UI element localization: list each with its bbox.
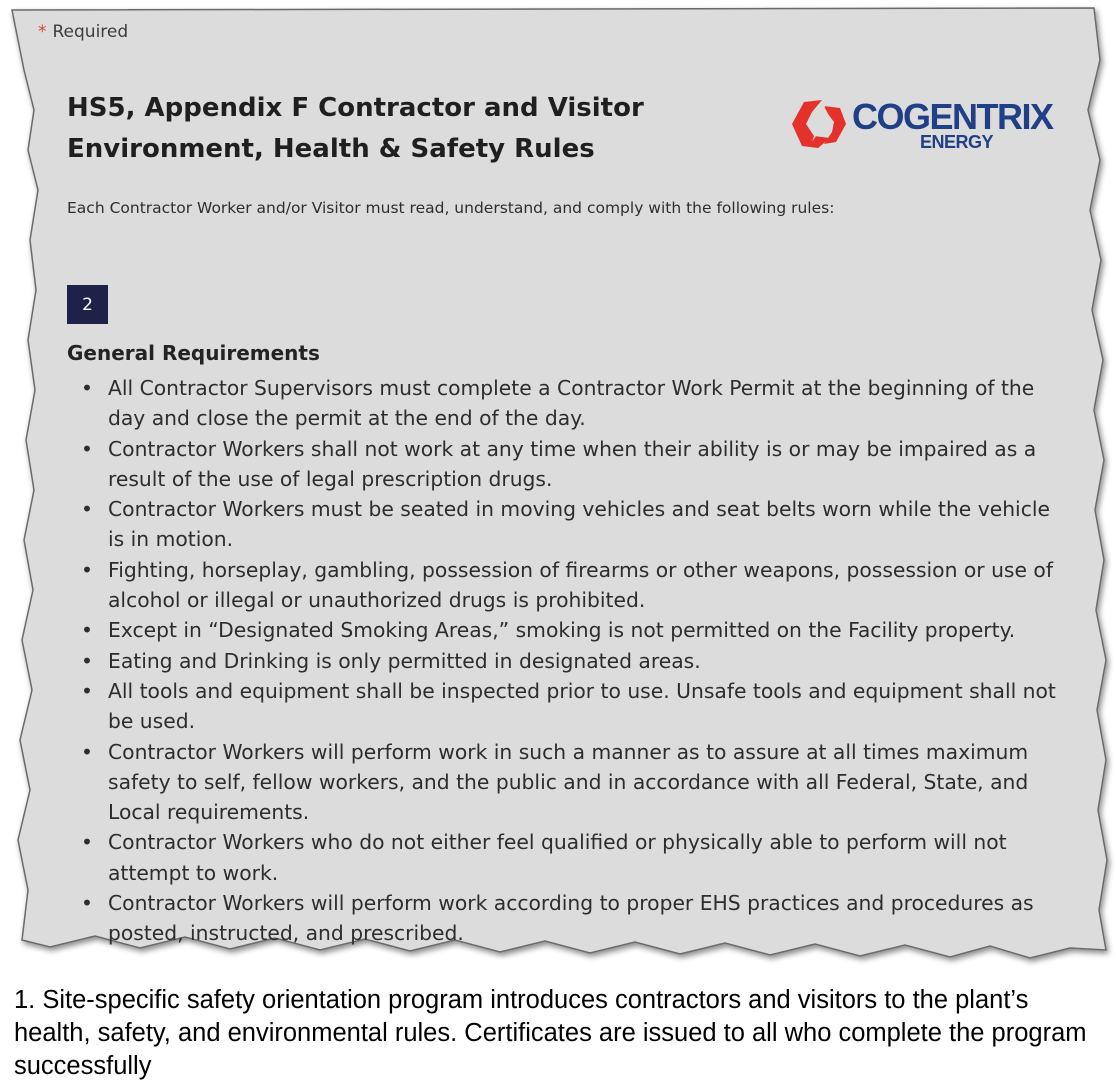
- rule-item: • Fighting, horseplay, gambling, possession of firearms or other weapons, possession or use of alcohol or illegal or unauthorized drugs is prohibited.: [108, 555, 1068, 616]
- section-title: General Requirements: [67, 341, 320, 365]
- rule-item: • Contractor Workers shall not work at any time when their ability is or may be impaired as a result of the use of legal prescription drugs.: [108, 434, 1068, 495]
- rule-item: • Contractor Workers who do not either feel qualified or physically able to perform will not attempt to work.: [108, 827, 1068, 888]
- section-number-badge: 2: [67, 285, 108, 324]
- required-note: [38, 22, 128, 42]
- rule-item: • Contractor Workers will perform work in such a manner as to assure at all times maximum safety to self, fellow workers, and the public and in accordance with all Federal, State, and Local requirements.: [108, 737, 1068, 828]
- company-logo: [784, 90, 1084, 160]
- figure-caption: 1. Site-specific safety orientation program introduces contractors and visitors to the plant’s health, safety, and environmental rules. Certificates are issued to all who complete the program successfully: [14, 986, 1087, 1080]
- logo-subtitle: ENERGY: [920, 132, 994, 152]
- rule-item: • Except in “Designated Smoking Areas,” smoking is not permitted on the Facility property.: [108, 615, 1068, 645]
- rule-item: • All tools and equipment shall be inspected prior to use. Unsafe tools and equipment shall not be used.: [108, 676, 1068, 737]
- logo-name: COGENTRIX: [852, 96, 1053, 137]
- rule-item: • Contractor Workers will perform work according to proper EHS practices and procedures as posted, instructed, and prescribed.: [108, 888, 1068, 949]
- form-title-line2: Environment, Health & Safety Rules: [67, 134, 595, 164]
- form-title: [67, 88, 707, 170]
- rule-item: • All Contractor Supervisors must complete a Contractor Work Permit at the beginning of the day and close the permit at the end of the day.: [108, 373, 1068, 434]
- intro-text: Each Contractor Worker and/or Visitor must read, understand, and comply with the following rules:: [67, 199, 835, 217]
- required-star: *: [38, 22, 47, 42]
- rule-item: • Eating and Drinking is only permitted in designated areas.: [108, 646, 1068, 676]
- energy-bolt-icon: [784, 92, 850, 156]
- rules-list: [108, 373, 1068, 949]
- required-label: Required: [52, 22, 129, 42]
- form-title-line1: HS5, Appendix F Contractor and Visitor: [67, 93, 644, 123]
- rule-item: • Contractor Workers must be seated in moving vehicles and seat belts worn while the vehicle is in motion.: [108, 494, 1068, 555]
